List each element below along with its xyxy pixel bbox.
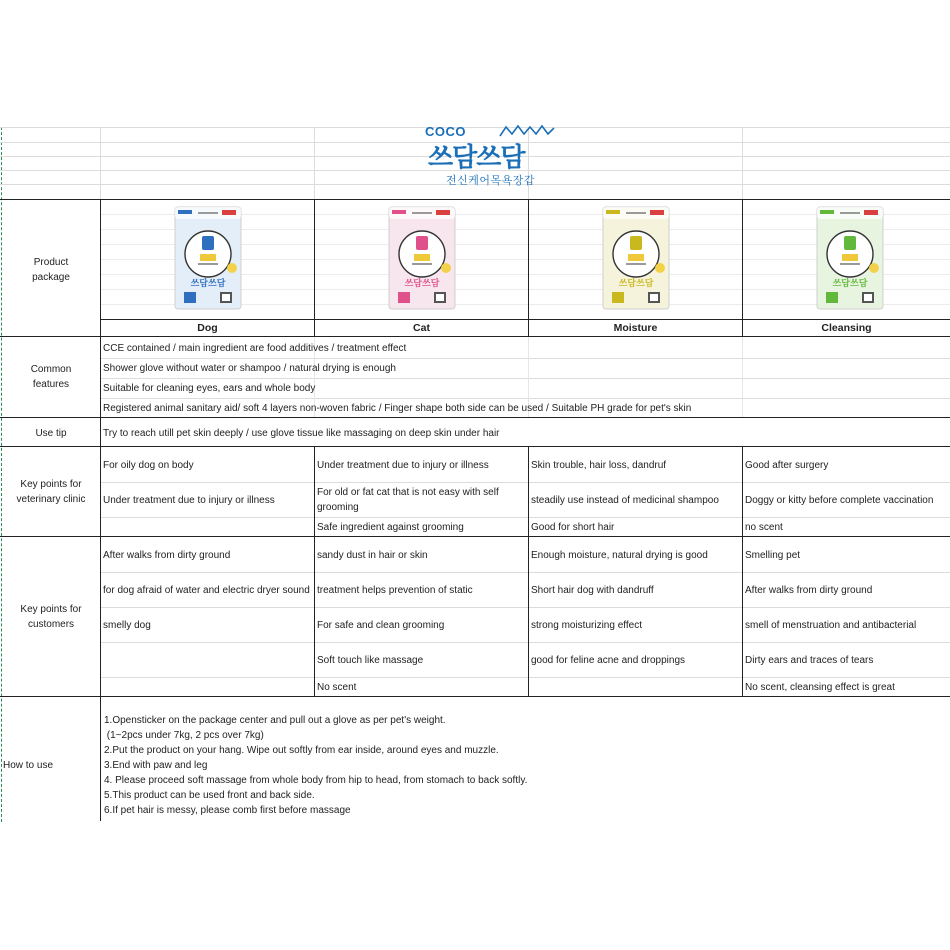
- product-header-moisture: Moisture: [613, 322, 658, 334]
- product-package-dog: [174, 206, 242, 310]
- customer-point: No scent, cleansing effect is great: [745, 681, 895, 693]
- customer-point: treatment helps prevention of static: [317, 584, 473, 596]
- column-border: [314, 199, 315, 336]
- product-header-cat: Cat: [413, 322, 430, 334]
- svg-text:쓰담쓰담: 쓰담쓰담: [618, 279, 654, 289]
- customer-point: Soft touch like massage: [317, 654, 424, 666]
- how-to-step: (1~2pcs under 7kg, 2 pcs over 7kg): [104, 730, 264, 741]
- logo-coco-text: COCO: [425, 124, 466, 139]
- package-illustration: [174, 206, 242, 310]
- product-package-moisture: [602, 206, 670, 310]
- how-to-step: 3.End with paw and leg: [104, 760, 208, 771]
- row-label-common-features: Common features: [30, 364, 72, 390]
- row-label-key-points-vet: Key points for veterinary clinic: [16, 479, 86, 505]
- row-label-key-points-customers: Key points for customers: [20, 604, 82, 630]
- page-break-line: [1, 127, 2, 822]
- column-border: [528, 199, 529, 336]
- grid-line: [314, 127, 315, 199]
- product-package-cat: [388, 206, 456, 310]
- vet-point: Good after surgery: [745, 459, 829, 471]
- customer-point: After walks from dirty ground: [103, 549, 231, 561]
- customer-point: For safe and clean grooming: [317, 619, 445, 631]
- logo-brand-text: 쓰담쓰담: [428, 142, 525, 172]
- customer-point: for dog afraid of water and electric dryer sound: [103, 584, 310, 596]
- common-feature: Suitable for cleaning eyes, ears and whole body: [103, 382, 316, 394]
- vet-point: steadily use instead of medicinal shampoo: [531, 494, 719, 506]
- grid-line: [100, 127, 101, 199]
- customer-point: smell of menstruation and antibacterial: [745, 619, 917, 631]
- product-package-cleansing: [816, 206, 884, 310]
- how-to-use-steps: [104, 713, 527, 818]
- row-border: [0, 199, 950, 200]
- package-illustration: [816, 206, 884, 310]
- customer-point: good for feline acne and droppings: [531, 654, 686, 666]
- customer-point: After walks from dirty ground: [745, 584, 873, 596]
- vet-point: For old or fat cat that is not easy with self grooming: [317, 487, 499, 513]
- common-feature: Shower glove without water or shampoo / natural drying is enough: [103, 362, 396, 374]
- customer-point: sandy dust in hair or skin: [317, 549, 428, 561]
- use-tip-text: Try to reach utill pet skin deeply / use glove tissue like massaging on deep skin under hair: [103, 427, 500, 439]
- row-label-product-package: Product package: [32, 257, 70, 283]
- row-border: [0, 536, 950, 537]
- brand-logo: [420, 124, 560, 188]
- product-header-cleansing: Cleansing: [821, 322, 872, 334]
- common-feature: CCE contained / main ingredient are food additives / treatment effect: [103, 342, 407, 354]
- customer-point: No scent: [317, 681, 357, 693]
- row-border: [0, 696, 950, 697]
- logo-subtitle: 전신케어목욕장갑: [446, 175, 536, 187]
- vet-point: For oily dog on body: [103, 459, 194, 471]
- crown-icon: [498, 124, 556, 138]
- vet-point: Doggy or kitty before complete vaccination: [745, 494, 934, 506]
- how-to-step: 4. Please proceed soft massage from whole body from hip to head, from stomach to back softly.: [104, 775, 528, 786]
- row-border: [0, 336, 950, 337]
- how-to-step: 6.If pet hair is messy, please comb first before massage: [104, 805, 351, 816]
- vet-point: Under treatment due to injury or illness: [103, 494, 275, 506]
- customer-point: smelly dog: [103, 619, 151, 631]
- svg-text:쓰담쓰담: 쓰담쓰담: [404, 279, 440, 289]
- customer-point: Short hair dog with dandruff: [531, 584, 654, 596]
- column-border: [742, 199, 743, 336]
- how-to-step: 2.Put the product on your hang. Wipe out softly from ear inside, around eyes and muzzle.: [104, 745, 499, 756]
- customer-point: Smelling pet: [745, 549, 801, 561]
- customer-point: Dirty ears and traces of tears: [745, 654, 874, 666]
- row-label-how-to-use: How to use: [3, 760, 54, 771]
- vet-point: Skin trouble, hair loss, dandruf: [531, 459, 667, 471]
- vet-point: no scent: [745, 521, 783, 533]
- customer-point: strong moisturizing effect: [531, 619, 642, 631]
- package-illustration: [602, 206, 670, 310]
- package-illustration: [388, 206, 456, 310]
- svg-text:쓰담쓰담: 쓰담쓰담: [832, 279, 868, 289]
- row-border: [100, 319, 950, 320]
- vet-point: Under treatment due to injury or illness: [317, 459, 489, 471]
- customer-point: Enough moisture, natural drying is good: [531, 549, 708, 561]
- how-to-step: 5.This product can be used front and back side.: [104, 790, 315, 801]
- vet-point: Good for short hair: [531, 521, 615, 533]
- grid-line: [742, 127, 743, 199]
- svg-text:쓰담쓰담: 쓰담쓰담: [190, 279, 226, 289]
- common-feature: Registered animal sanitary aid/ soft 4 layers non-woven fabric / Finger shape both side can be used / Suitable PH grade for pet's skin: [103, 402, 692, 414]
- product-header-dog: Dog: [197, 322, 218, 334]
- how-to-step: 1.Opensticker on the package center and pull out a glove as per pet's weight.: [104, 715, 446, 726]
- row-border: [0, 417, 950, 418]
- vet-point: Safe ingredient against grooming: [317, 521, 464, 533]
- row-border: [0, 446, 950, 447]
- row-label-use-tip: Use tip: [35, 427, 67, 439]
